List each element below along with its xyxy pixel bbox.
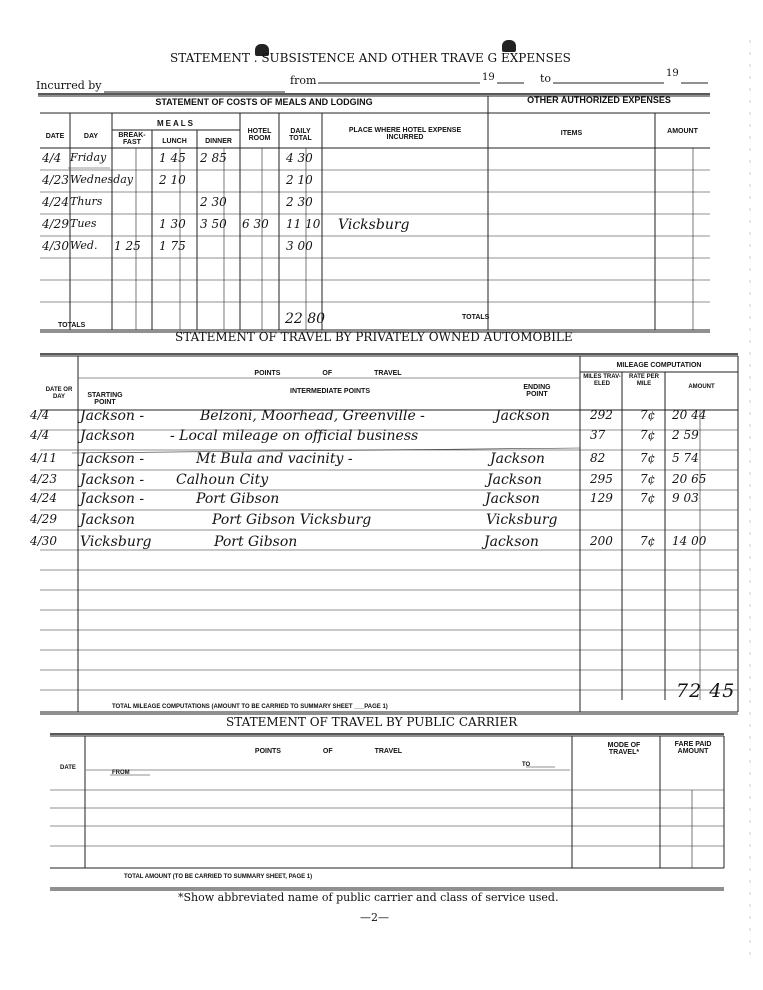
year-label: 19 xyxy=(666,68,679,79)
meal-daily-total: 4 30 xyxy=(286,151,313,165)
auto-rate: 7¢ xyxy=(640,534,656,548)
meal-breakfast: 1 25 xyxy=(114,239,141,253)
auto-starting-point: Vicksburg xyxy=(80,534,152,550)
auto-intermediate-points: Port Gibson xyxy=(196,491,280,507)
meal-dinner: 2 85 xyxy=(200,151,227,165)
incurred-by-label: Incurred by xyxy=(36,79,102,92)
col-miles-traveled: MILES TRAV-ELED xyxy=(583,374,621,387)
auto-starting-point: Jackson - xyxy=(80,451,145,467)
meal-lunch: 1 45 xyxy=(159,151,186,165)
col-ending-point: ENDING POINT xyxy=(523,384,551,398)
col-date: DATE xyxy=(45,133,65,140)
mileage-computation-header: MILEAGE COMPUTATION xyxy=(616,362,702,369)
meal-lunch: 1 75 xyxy=(159,239,186,253)
meals-grand-total: 22 80 xyxy=(285,311,326,327)
meal-date: 4/30 xyxy=(42,239,69,253)
meal-day: Thurs xyxy=(70,195,103,208)
auto-intermediate-points: - Local mileage on official business xyxy=(170,428,419,444)
meals-group-header: MEALS xyxy=(157,119,195,128)
auto-miles: 292 xyxy=(590,408,613,422)
col-daily-total: DAILY TOTAL xyxy=(289,128,312,142)
from-label: from xyxy=(290,74,317,87)
col-place: PLACE WHERE HOTEL EXPENSE INCURRED xyxy=(348,127,462,141)
auto-starting-point: Jackson - xyxy=(80,472,145,488)
auto-date: 4/24 xyxy=(30,491,57,505)
auto-rate: 7¢ xyxy=(640,472,656,486)
auto-amount: 5 74 xyxy=(672,451,699,465)
col-amount: AMOUNT xyxy=(688,384,715,390)
col-intermediate-points: INTERMEDIATE POINTS xyxy=(290,388,370,395)
col-dinner: DINNER xyxy=(205,138,232,145)
totals-label: TOTALS xyxy=(58,322,86,329)
col-amount: AMOUNT xyxy=(667,128,698,135)
col-fare-paid: FARE PAID AMOUNT xyxy=(674,741,712,755)
public-date-label: DATE xyxy=(60,765,76,771)
col-day: DAY xyxy=(83,133,99,140)
auto-date: 4/29 xyxy=(30,512,57,526)
auto-amount: 20 44 xyxy=(672,408,707,422)
public-section-title: STATEMENT OF TRAVEL BY PUBLIC CARRIER xyxy=(226,715,518,729)
meal-dinner: 2 30 xyxy=(200,195,227,209)
auto-starting-point: Jackson - xyxy=(80,491,145,507)
col-mode-of-travel: MODE OF TRAVEL* xyxy=(607,742,641,756)
auto-miles: 37 xyxy=(590,428,606,442)
col-lunch: LUNCH xyxy=(162,138,187,145)
auto-miles: 200 xyxy=(590,534,613,548)
col-hotel-room: HOTEL ROOM xyxy=(247,128,272,142)
auto-starting-point: Jackson xyxy=(80,512,135,528)
auto-amount: 20 65 xyxy=(672,472,707,486)
meal-lunch: 2 10 xyxy=(159,173,186,187)
auto-miles: 129 xyxy=(590,491,613,505)
auto-ending-point: Jackson xyxy=(490,451,545,467)
auto-date: 4/30 xyxy=(30,534,57,548)
public-to-label: TO xyxy=(522,762,531,768)
col-items: ITEMS xyxy=(560,130,583,137)
meal-daily-total: 2 30 xyxy=(286,195,313,209)
totals-label: TOTALS xyxy=(462,314,490,321)
public-from-label: FROM xyxy=(112,770,130,776)
meal-hotel: 6 30 xyxy=(242,217,269,231)
meal-daily-total: 2 10 xyxy=(286,173,313,187)
col-date-or-day: DATE OR DAY xyxy=(45,387,73,400)
auto-amount: 14 00 xyxy=(672,534,707,548)
auto-ending-point: Jackson xyxy=(487,472,542,488)
auto-miles: 295 xyxy=(590,472,613,486)
col-starting-point: STARTING POINT xyxy=(87,392,123,406)
meal-daily-total: 11 10 xyxy=(286,217,321,231)
meals-section-title: STATEMENT OF COSTS OF MEALS AND LODGING xyxy=(155,97,373,107)
points-of-travel-header: POINTS OF TRAVEL xyxy=(254,370,402,377)
auto-rate: 7¢ xyxy=(640,408,656,422)
footnote: *Show abbreviated name of public carrier and class of service used. xyxy=(178,891,559,904)
auto-starting-point: Jackson xyxy=(80,428,135,444)
auto-ending-point: Jackson xyxy=(495,408,550,424)
col-breakfast: BREAK-FAST xyxy=(118,132,146,146)
auto-intermediate-points: Calhoun City xyxy=(176,472,269,488)
meal-date: 4/4 xyxy=(42,151,62,165)
meal-day: Tues xyxy=(70,217,97,230)
auto-date: 4/23 xyxy=(30,472,57,486)
public-points-header: POINTS OF TRAVEL xyxy=(254,748,403,755)
meal-lunch: 1 30 xyxy=(159,217,186,231)
meal-date: 4/24 xyxy=(42,195,69,209)
meal-date: 4/23 xyxy=(42,173,69,187)
to-label: to xyxy=(540,72,552,85)
public-total-label: TOTAL AMOUNT (TO BE CARRIED TO SUMMARY SHEET, PAGE 1) xyxy=(124,874,313,880)
meal-dinner: 3 50 xyxy=(200,217,227,231)
auto-intermediate-points: Port Gibson Vicksburg xyxy=(212,512,372,528)
meal-day: Friday xyxy=(70,151,107,164)
auto-intermediate-points: Belzoni, Moorhead, Greenville - xyxy=(200,408,425,424)
form-title: STATEMENT . SUBSISTENCE AND OTHER TRAVE G EXPENSES xyxy=(170,51,571,65)
other-expenses-title: OTHER AUTHORIZED EXPENSES xyxy=(527,95,671,105)
auto-intermediate-points: Port Gibson xyxy=(214,534,298,550)
meal-date: 4/29 xyxy=(42,217,69,231)
auto-ending-point: Vicksburg xyxy=(486,512,558,528)
meal-day: Wed. xyxy=(70,239,98,252)
total-mileage-label: TOTAL MILEAGE COMPUTATIONS (AMOUNT TO BE CARRIED TO SUMMARY SHEET ___PAGE 1) xyxy=(112,704,388,710)
auto-date: 4/4 xyxy=(30,428,50,442)
auto-rate: 7¢ xyxy=(640,428,656,442)
auto-intermediate-points: Mt Bula and vacinity - xyxy=(196,451,353,467)
auto-ending-point: Jackson xyxy=(484,534,539,550)
meal-place: Vicksburg xyxy=(338,217,410,233)
auto-ending-point: Jackson xyxy=(485,491,540,507)
meal-day: Wednesday xyxy=(70,173,134,186)
auto-rate: 7¢ xyxy=(640,451,656,465)
auto-amount: 9 03 xyxy=(672,491,699,505)
auto-date: 4/4 xyxy=(30,408,50,422)
meal-daily-total: 3 00 xyxy=(286,239,313,253)
col-rate-per-mile: RATE PER MILE xyxy=(629,374,659,387)
auto-miles: 82 xyxy=(590,451,606,465)
auto-amount: 2 59 xyxy=(672,428,699,442)
auto-section-title: STATEMENT OF TRAVEL BY PRIVATELY OWNED AUTOMOBILE xyxy=(175,330,573,344)
auto-date: 4/11 xyxy=(30,451,57,465)
total-mileage-amount: 72 45 xyxy=(676,680,736,702)
auto-rate: 7¢ xyxy=(640,491,656,505)
year-label: 19 xyxy=(482,72,495,83)
page-number: —2— xyxy=(360,911,389,924)
auto-starting-point: Jackson - xyxy=(80,408,145,424)
